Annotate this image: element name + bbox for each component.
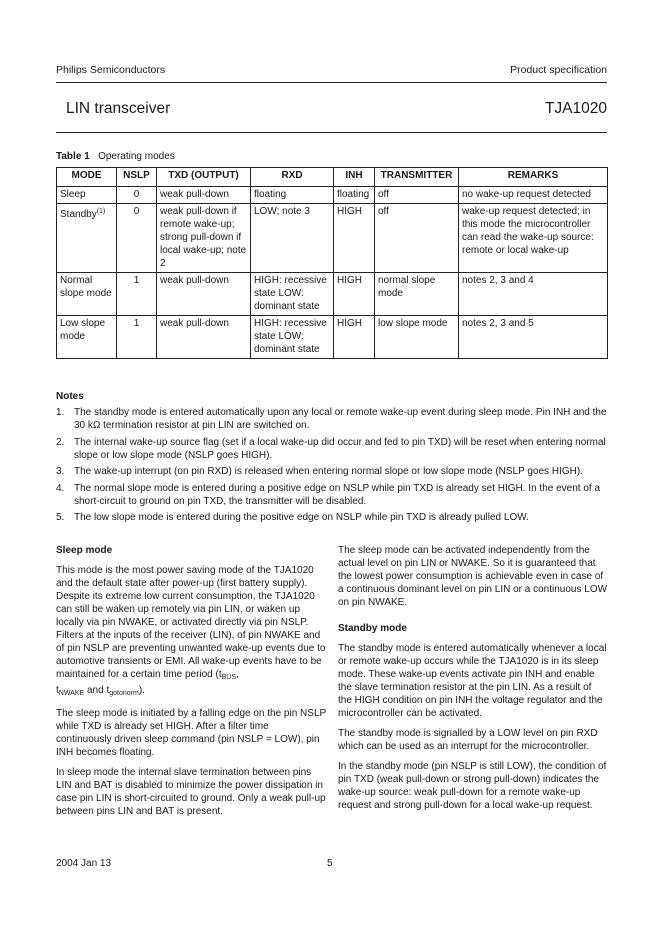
title-rule [56,132,607,133]
sleep-mode-paragraph: In sleep mode the internal slave termination between pins LIN and BAT is disabled to minimize the power dissipation in case pin LIN is short-circuited to ground. Only a weak pull-up between pins LIN and BAT is present. [56,767,326,817]
note-item [56,406,616,432]
note-number: 3. [56,466,65,477]
column-header: INH [334,168,375,187]
transmitter-cell: low slope mode [375,316,459,359]
note-text: The low slope mode is entered during the positive edge on NSLP while pin TXD is already pulled LOW. [74,512,529,523]
company-name: Philips Semiconductors [56,64,166,76]
table-caption-text: Operating modes [98,151,175,162]
sleep-mode-paragraph: The sleep mode can be activated independently from the actual level on pin LIN or NWAKE. So it is guaranteed that the lowest power consumption is achievable even in case of a continuous dominant level on pin LIN or a continuous LOW on pin NWAKE. [338,545,608,608]
sleep-mode-paragraph: The sleep mode is initiated by a falling edge on the pin NSLP while TXD is already set HIGH. After a filter time continuously driven sleep command (pin NSLP = LOW), pin INH becomes floating. [56,708,326,758]
subscript: BUS [221,674,237,681]
inh-cell: HIGH [334,204,375,273]
standby-mode-paragraph: The standby mode is entered automatically whenever a local or remote wake-up occurs while the TJA1020 is in its sleep mode. These wake-up events activate pin INH and enable the slave termination resistor at the pin LIN. As a result of the HIGH condition on pin INH the voltage regulator and the microcontroller can be activated. [338,643,607,719]
txd-cell: weak pull-down [157,273,251,316]
right-column [338,544,608,819]
table-row [57,204,608,273]
column-header: TXD (OUTPUT) [157,168,251,187]
part-number: TJA1020 [544,100,607,117]
nslp-cell: 0 [117,204,157,273]
document-type: Product specification [510,64,607,76]
transmitter-cell: off [375,187,459,204]
mode-cell: Low slope mode [57,316,117,359]
remarks-cell: notes 2, 3 and 5 [459,316,608,359]
subscript: gotonorm [109,690,139,697]
table-caption-label: Table 1 [56,151,90,162]
remarks-cell: wake-up request detected; in this mode the microcontroller can read the wake-up source: remote or local wake-up [459,204,608,273]
subscript: NWAKE [58,690,85,697]
txd-cell: weak pull-down [157,316,251,359]
note-item [56,465,616,478]
inh-cell: floating [334,187,375,204]
note-text: The internal wake-up source flag (set if a local wake-up did occur and fed to pin TXD) will be reset when entering normal slope or low slope mode (NSLP goes HIGH). [74,436,606,461]
paragraph-text: This mode is the most power saving mode of the TJA1020 and the default state after power-up (first battery supply). Despite its extreme low current consumption, the TJA1020 can still be waken up remotely via pin LIN, or waken up locally via pin NWAKE, or activated directly via pin NSLP. Filters at the inputs of the receiver (LIN), of pin NWAKE and of pin NSLP are preventing unwanted wake-up events due to automotive transients or EMI. All wake-up events have to be maintained for a certain time period (t [56,565,326,680]
remarks-cell: no wake-up request detected [459,187,608,204]
notes-heading: Notes [56,391,84,402]
standby-mode-paragraph: The standby mode is signalled by a LOW level on pin RXD which can be used as an interrupt for the microcontroller. [338,728,598,752]
notes-list [56,406,616,528]
paragraph-text: t [56,685,59,696]
note-item [56,482,616,508]
column-header: TRANSMITTER [375,168,459,187]
mode-cell: Sleep [57,187,117,204]
paragraph-text: and t [84,685,110,696]
sleep-mode-paragraph [56,564,326,700]
inh-cell: HIGH [334,273,375,316]
paragraph-text: ). [138,685,145,696]
note-number: 2. [56,436,65,448]
txd-cell: weak pull-down if remote wake-up; strong pull-down if local wake-up; note 2 [157,204,251,273]
rxd-cell: HIGH: recessive state LOW: dominant state [251,316,334,359]
note-item [56,511,616,524]
column-header: REMARKS [459,168,608,187]
inh-cell: HIGH [334,316,375,359]
table-row [57,187,608,204]
paragraph-text: , [236,669,239,680]
standby-mode-paragraph: In the standby mode (pin NSLP is still LOW), the condition of pin TXD (weak pull-down or strong pull-down) indicates the wake-up source: weak pull-down for a remote wake-up request and strong pull-down for a local wake-up request. [338,761,607,811]
rxd-cell: HIGH: recessive state LOW: dominant state [251,273,334,316]
section-heading-standby-mode: Standby mode [338,623,407,634]
page-number: 5 [327,858,333,869]
transmitter-cell: normal slope mode [375,273,459,316]
footer-date: 2004 Jan 13 [56,858,112,869]
operating-modes-table [56,167,608,359]
note-number: 4. [56,482,65,494]
nslp-cell: 0 [117,187,157,204]
table-row [57,273,608,316]
product-title: LIN transceiver [66,100,171,117]
note-number: 1. [56,407,65,418]
column-header: MODE [57,168,117,187]
transmitter-cell: off [375,204,459,273]
footnote-reference: (1) [96,208,106,215]
mode-cell [57,204,117,273]
note-text: The normal slope mode is entered during a positive edge on NSLP while pin TXD is already set HIGH. In the event of a short-circuit to ground on pin TXD, the transmitter will be disabled. [74,482,601,507]
note-number: 5. [56,512,65,523]
rxd-cell: LOW; note 3 [251,204,334,273]
rxd-cell: floating [251,187,334,204]
nslp-cell: 1 [117,273,157,316]
column-header: NSLP [117,168,157,187]
left-column [56,544,326,825]
table-header-row [57,168,608,187]
note-text: The wake-up interrupt (on pin RXD) is released when entering normal slope or low slope mode (NSLP goes HIGH). [74,466,583,477]
mode-cell: Normal slope mode [57,273,117,316]
remarks-cell: notes 2, 3 and 4 [459,273,608,316]
note-text: The standby mode is entered automatically upon any local or remote wake-up event during sleep mode. Pin INH and the 30 kΩ termination resistor at pin LIN are switched on. [74,407,607,431]
table-caption [56,151,175,162]
section-heading-sleep-mode: Sleep mode [56,545,113,556]
column-header: RXD [251,168,334,187]
table-row [57,316,608,359]
note-item [56,436,616,462]
header-rule [56,82,607,83]
mode-label: Standby [60,209,97,220]
txd-cell: weak pull-down [157,187,251,204]
nslp-cell: 1 [117,316,157,359]
